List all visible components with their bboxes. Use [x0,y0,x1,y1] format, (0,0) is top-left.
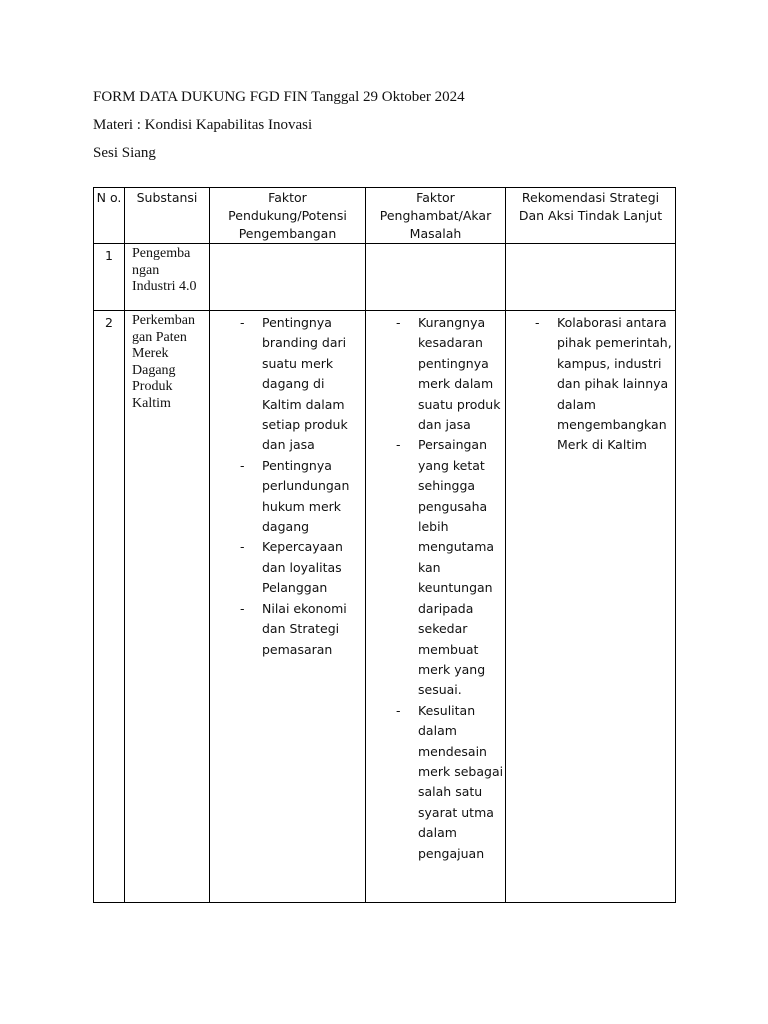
row-penghambat-cell [366,244,506,311]
form-title: FORM DATA DUKUNG FGD FIN Tanggal 29 Oktober 2024 [93,89,465,105]
list-item: - Pentingnya branding dari suatu merk dagang di Kaltim dalam setiap produk dan jasa [240,315,348,453]
col-header-no: N o. [94,188,125,244]
table-header-row [94,188,676,244]
col-header-substansi: Substansi [125,188,210,244]
row-pendukung-cell [210,244,366,311]
list-item: - Kurangnya kesadaran pentingnya merk dalam suatu produk dan jasa [396,315,501,433]
list-item: - Pentingnya perlundungan hukum merk dagang [240,457,350,535]
penghambat-list [366,311,505,864]
list-item: - Kepercayaan dan loyalitas Pelanggan [240,539,343,596]
session-line: Sesi Siang [93,145,156,161]
row-rekomendasi-cell [506,244,676,311]
list-item: - Kesulitan dalam mendesain merk sebagai salah satu syarat utma dalam pengajuan [396,702,504,861]
list-item: - Persaingan yang ketat sehingga pengusaha lebih mengutama kan keuntungan daripada sekedar membuat merk yang sesuai. [396,437,495,698]
fgd-table [93,187,676,903]
pendukung-list [210,311,365,660]
row-substansi: Perkemban gan Paten Merek Dagang Produk Kaltim [132,313,195,411]
row-number: 1 [105,248,113,263]
row-number: 2 [105,315,113,330]
table-row [94,311,676,903]
col-header-rekomendasi: Rekomendasi Strategi Dan Aksi Tindak Lanjut [506,188,676,244]
row-substansi: Pengemba ngan Industri 4.0 [132,246,197,294]
table-row [94,244,676,311]
col-header-penghambat: Faktor Penghambat/Akar Masalah [366,188,506,244]
col-header-pendukung: Faktor Pendukung/Potensi Pengembangan [210,188,366,244]
rekomendasi-list [506,311,675,456]
list-item: - Nilai ekonomi dan Strategi pemasaran [240,600,347,657]
materi-line: Materi : Kondisi Kapabilitas Inovasi [93,117,313,133]
list-item: - Kolaborasi antara pihak pemerintah, kampus, industri dan pihak lainnya dalam mengembangkan Merk di Kaltim [535,315,672,453]
